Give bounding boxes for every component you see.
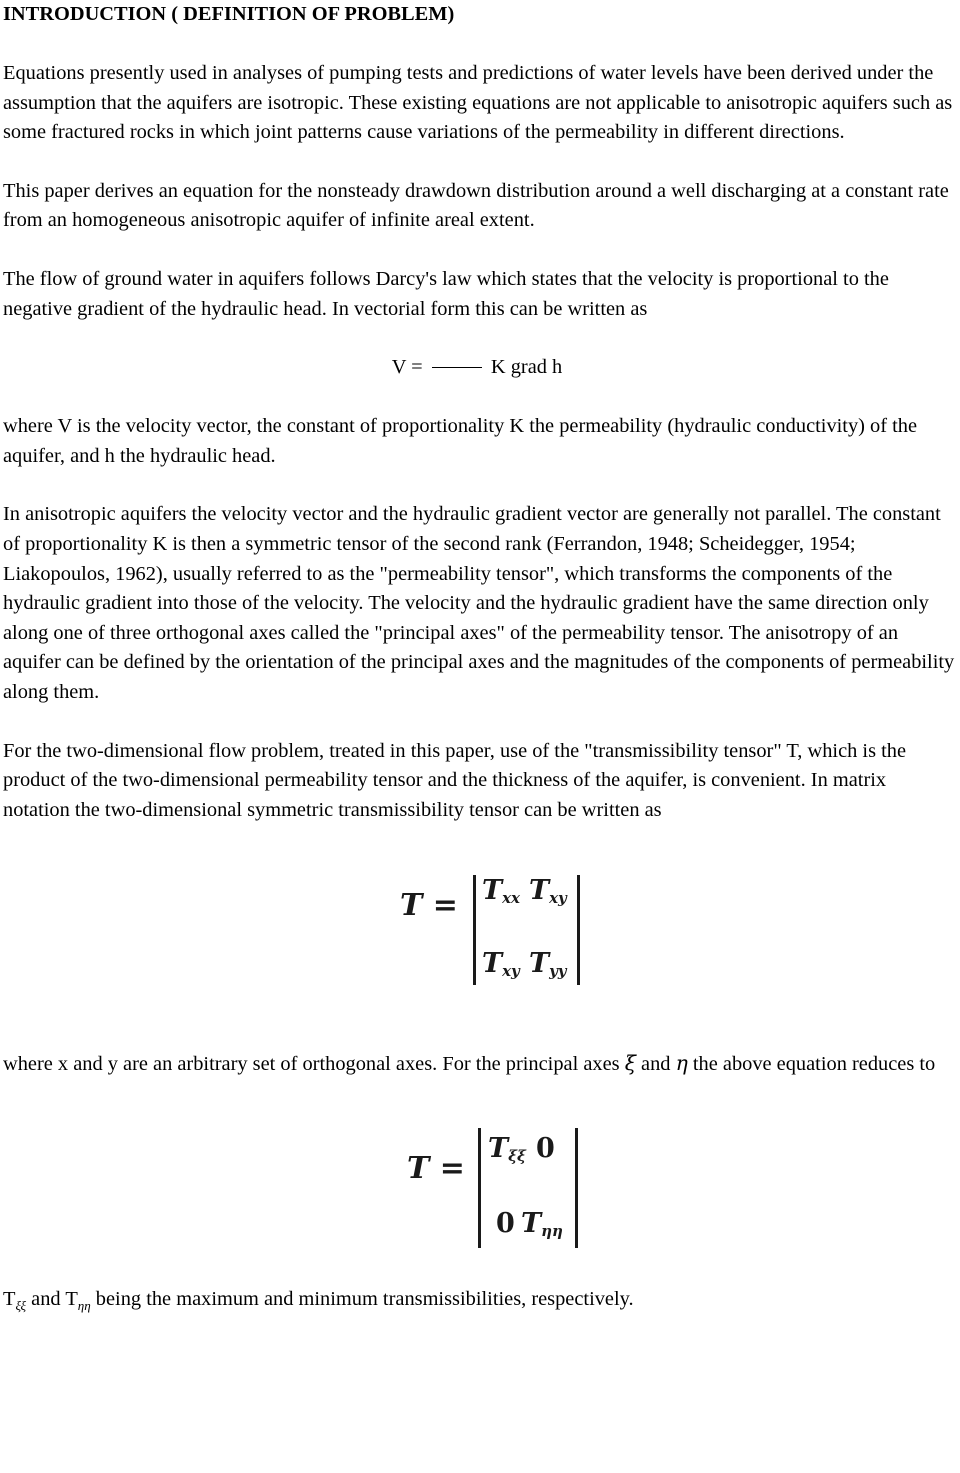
matrix-cell-txy-bottom: $T_{xy}$	[482, 948, 520, 981]
document-page	[3, 0, 957, 1320]
matrix-right-bar	[577, 875, 580, 985]
matrix2-cell-zero-bottom: 0	[496, 1207, 515, 1239]
matrix2-cell-txixi: $T_{\xi\xi}$	[488, 1132, 526, 1165]
matrix-cell-txy-top: $T_{xy}$	[529, 875, 567, 908]
darcy-equation	[3, 353, 957, 383]
matrix-cell-tyy: $T_{yy}$	[529, 948, 567, 981]
matrix2-cell-zero-top: 0	[536, 1132, 555, 1164]
paragraph-isotropic-assumption: Equations presently used in analyses of pumping tests and predictions of water levels have been derived under the assumption that the aquifers are isotropic. These existing equations are not applicable to anisotropic aquifers such as some fractured rocks in which joint patterns cause variations of the permeability in different directions.	[3, 62, 953, 144]
paragraph-variable-definitions: where V is the velocity vector, the constant of proportionality K the permeability (hydraulic conductivity) of the aquifer, and h the hydraulic head.	[3, 415, 918, 467]
eta-symbol: η	[675, 1051, 688, 1076]
matrix-cell-txx: $T_{xx}$	[482, 875, 520, 908]
darcy-equation-left: V =	[391, 356, 423, 379]
paragraph-darcys-law: The flow of ground water in aquifers follows Darcy's law which states that the velocity is proportional to the negative gradient of the hydraulic head. In vectorial form this can be written as	[3, 267, 889, 320]
xi-xi-subscript: ξξ	[15, 1297, 27, 1313]
darcy-equation-right: K grad h	[490, 356, 563, 379]
matrix-equation-general	[3, 825, 957, 1049]
section-heading: INTRODUCTION ( DEFINITION OF PROBLEM)	[3, 3, 455, 25]
matrix-left-bar	[473, 875, 476, 985]
matrix-lhs: T =	[400, 888, 458, 924]
paragraph-max-min-transmissibility: $T_{\xi\xi}$ and $T_{\eta\eta}$ being the maximum and minimum transmissibilities, respectively.	[3, 1287, 634, 1313]
matrix2-right-bar	[575, 1128, 578, 1248]
matrix2-left-bar	[478, 1128, 481, 1248]
eta-eta-subscript: ηη	[77, 1297, 91, 1313]
matrix2-lhs: T =	[407, 1150, 465, 1186]
paragraph-paper-scope: This paper derives an equation for the nonsteady drawdown distribution around a well discharging at a constant rate from an homogeneous anisotropic aquifer of infinite areal extent.	[3, 179, 949, 232]
paragraph-anisotropy: In anisotropic aquifers the velocity vector and the hydraulic gradient vector are generally not parallel. The constant of proportionality K is then a symmetric tensor of the second rank (Ferrandon, 1948; Scheidegger, 1954; Liakopoulos, 1962), usually referred to as the "permeability tensor", which transforms the components of the hydraulic gradient into those of the velocity. The velocity and the hydraulic gradient have the same direction only along one of three orthogonal axes called the "principal axes" of the permeability tensor. The anisotropy of an aquifer can be defined by the orientation of the principal axes and the magnitudes of the components of permeability along them.	[3, 503, 955, 703]
minus-sign	[432, 367, 482, 368]
paragraph-principal-axes: where x and y are an arbitrary set of orthogonal axes. For the principal axes ξ and η the above equation reduces to	[3, 1051, 936, 1076]
matrix2-cell-tetaeta: $T_{\eta\eta}$	[521, 1207, 563, 1240]
matrix-equation-principal	[3, 1080, 957, 1285]
paragraph-transmissibility-tensor: For the two-dimensional flow problem, treated in this paper, use of the "transmissibility tensor" T, which is the product of the two-dimensional permeability tensor and the thickness of the aquifer, is convenient. In matrix notation the two-dimensional symmetric transmissibility tensor can be written as	[3, 739, 907, 821]
xi-symbol: ξ	[624, 1051, 636, 1076]
